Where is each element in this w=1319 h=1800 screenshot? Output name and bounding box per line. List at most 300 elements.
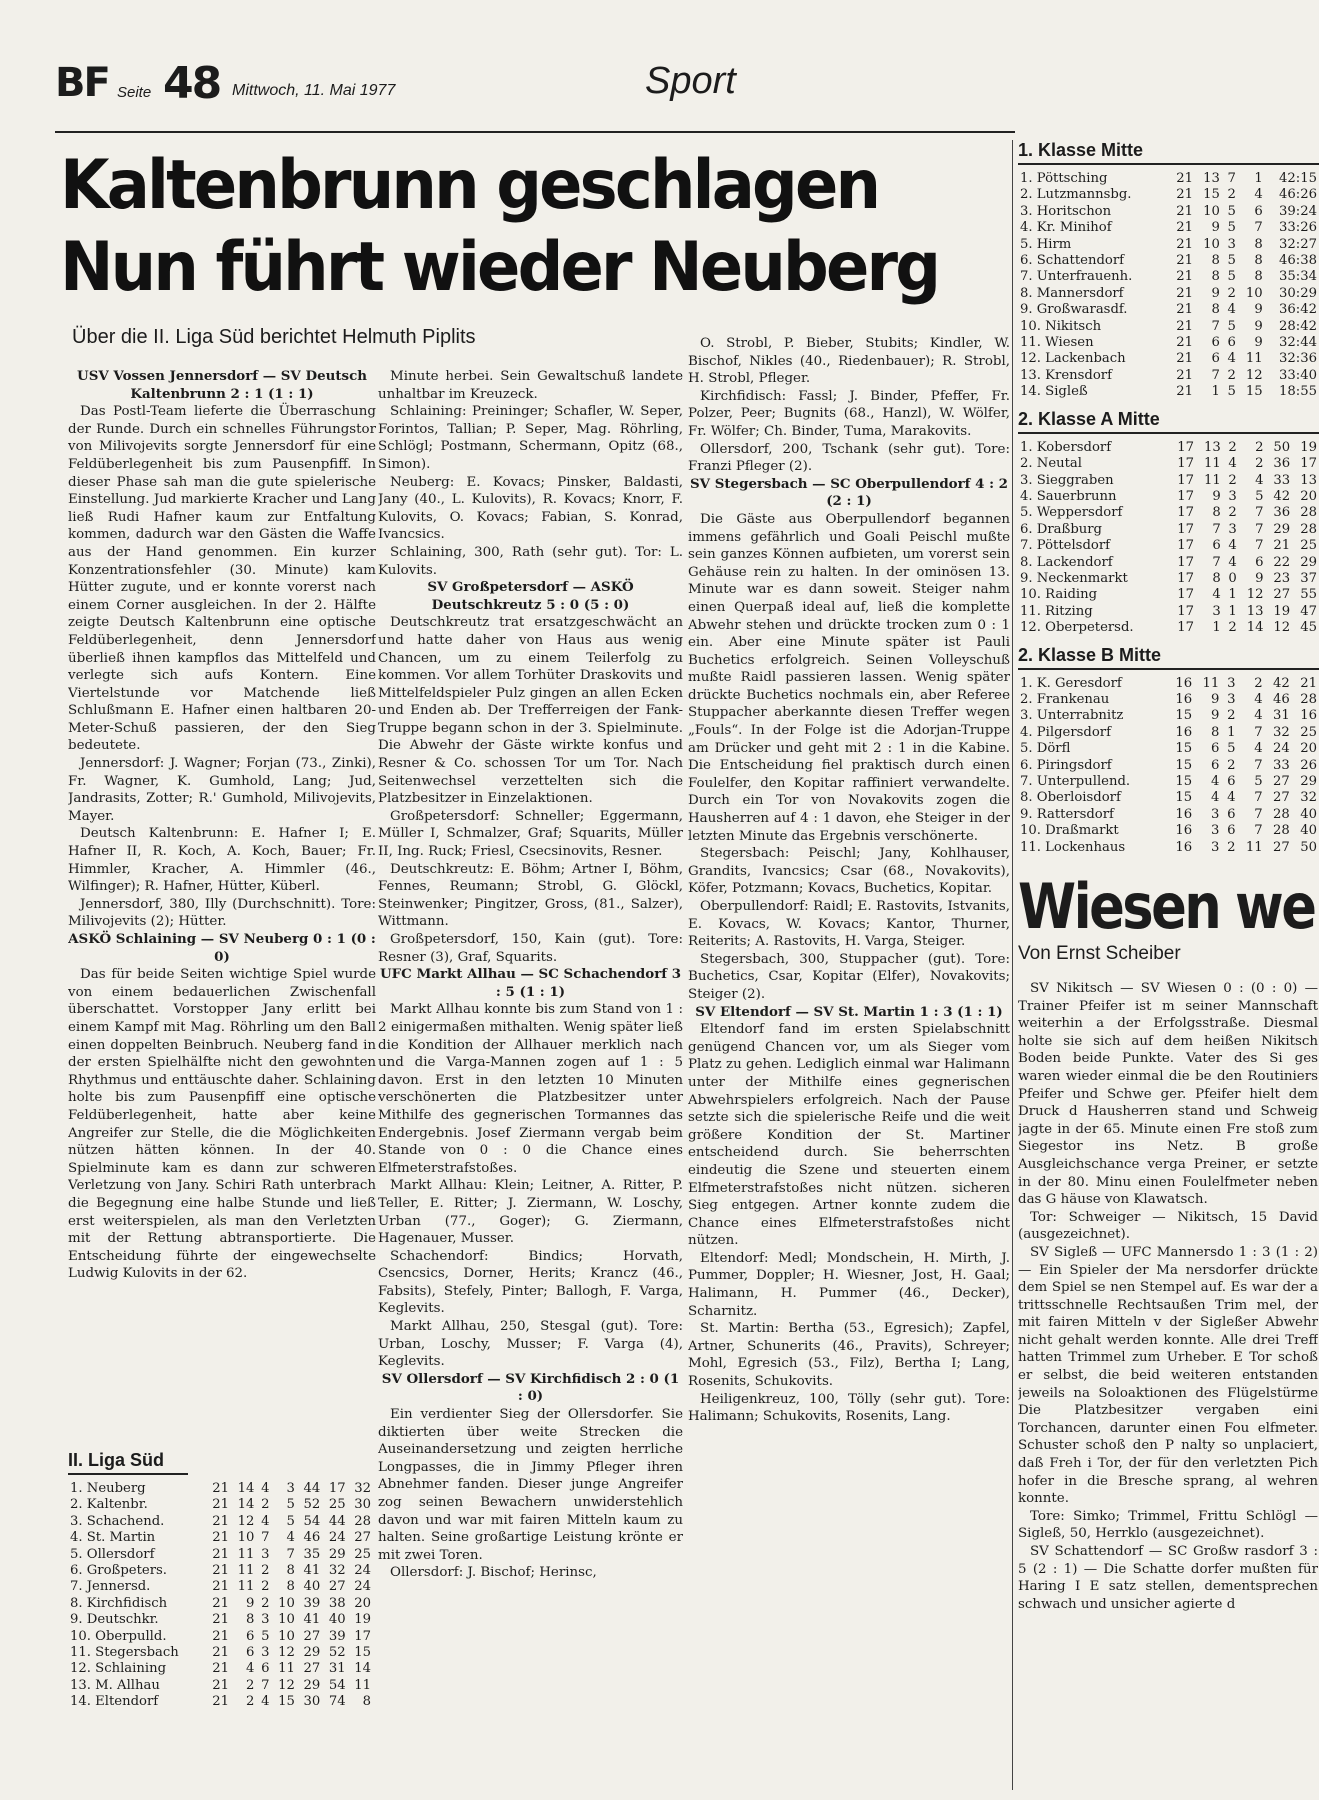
stat-cell: 21 xyxy=(1176,351,1194,367)
table-row xyxy=(1018,171,1319,187)
table-row xyxy=(68,1661,373,1677)
stat-cell: 11 xyxy=(1204,456,1221,472)
article-paragraph: Schlaining: Preininger; Schafler, W. Seper, Forintos, Tallian; P. Seper, Mag. Röhrling, Schlögl; Postmann, Schermann, Opitz (68., Simon). xyxy=(378,404,683,472)
stat-cell: 5 xyxy=(1255,488,1264,504)
headline-line-2: Nun führt wieder Neuberg xyxy=(60,228,939,307)
article-column-1 xyxy=(68,368,376,1443)
stat-cell: 1 xyxy=(1228,587,1237,603)
stat-cell: 21 xyxy=(1176,171,1194,186)
stat-cell: 28 xyxy=(354,1513,371,1529)
stat-cell: 24 xyxy=(354,1579,371,1595)
table-row xyxy=(1018,538,1319,554)
stat-cell: 3 xyxy=(1212,603,1221,619)
stat-cell: 24 xyxy=(328,1530,346,1546)
stat-cell: 21 xyxy=(212,1628,230,1644)
stat-cell: 33 xyxy=(1273,757,1290,773)
table-row xyxy=(1018,823,1319,839)
stat-cell: 7 xyxy=(1254,790,1263,806)
stat-cell: 6 xyxy=(1211,335,1220,351)
stat-cell: 15 xyxy=(1175,741,1193,757)
team-name: 12. Oberpetersd. xyxy=(1020,620,1134,636)
table-row xyxy=(1018,456,1319,472)
match-heading: SV Ollersdorf — SV Kirchfidisch 2 : 0 (1 : 0) xyxy=(381,1370,680,1405)
match-heading: UFC Markt Allhau — SC Schachendorf 3 : 5 (1 : 1) xyxy=(379,966,682,1000)
match-heading: SV Großpetersdorf — ASKÖ Deutschkreutz 5 : 0 (5 : 0) xyxy=(427,579,634,613)
stat-cell: 21 xyxy=(1176,187,1194,203)
stat-cell: 7 xyxy=(286,1546,295,1562)
table-row xyxy=(1018,473,1319,489)
stat-cell: 6 xyxy=(1210,741,1220,757)
stat-cell: 8 xyxy=(1254,253,1263,269)
stat-cell: 3 xyxy=(1227,236,1236,252)
stat-cell: 17 xyxy=(1177,620,1195,636)
article-paragraph: Kirchfidisch: Fassl; J. Binder, Pfeffer, Fr. Polzer, Peer; Bugnits (68., Hanzl), W. Wölfer, Fr. Wölfer; Ch. Binder, Tuma, Marakovits. xyxy=(688,388,1010,439)
stat-cell: 2 xyxy=(246,1694,255,1710)
standings-table xyxy=(1018,676,1319,856)
stat-cell: 21 xyxy=(212,1530,230,1546)
stat-cell: 3 xyxy=(1228,488,1237,504)
team-name: 6. Draßburg xyxy=(1020,521,1103,537)
stat-cell: 6 xyxy=(1227,823,1236,839)
table-row xyxy=(1018,237,1319,253)
stat-cell: 10 xyxy=(1245,285,1263,301)
table-row xyxy=(1018,269,1319,285)
stat-cell: 3 xyxy=(1227,691,1236,707)
team-name: 11. Wiesen xyxy=(1020,335,1094,351)
section-title: Sport xyxy=(645,60,736,102)
stat-cell: 21 xyxy=(212,1513,230,1529)
team-name: 9. Deutschkr. xyxy=(70,1612,159,1628)
stat-cell: 8 xyxy=(1212,570,1221,586)
page-number: 48 xyxy=(163,58,221,109)
table-row xyxy=(68,1694,373,1710)
table-row xyxy=(68,1547,373,1563)
stat-cell: 17 xyxy=(1177,603,1195,619)
stat-cell: 15 xyxy=(1175,774,1193,789)
match-heading: USV Vossen Jennersdorf — SV Deutsch Kaltenbrunn 2 : 1 (1 : 1) xyxy=(77,368,367,402)
stat-cell: 8 xyxy=(1210,724,1220,740)
stat-cell: 25 xyxy=(1300,538,1317,554)
stat-cell: 2 xyxy=(261,1579,270,1595)
stat-cell: 8 xyxy=(1212,505,1221,521)
stat-cell: 21 xyxy=(1176,269,1194,285)
team-name: 8. Lackendorf xyxy=(1020,554,1113,570)
stat-cell: 39 xyxy=(328,1628,346,1644)
stat-cell: 27 xyxy=(303,1661,321,1677)
stat-cell: 37 xyxy=(1300,570,1317,586)
team-name: 9. Rattersdorf xyxy=(1020,806,1114,822)
stat-cell: 5 xyxy=(286,1497,295,1513)
stat-cell: 4 xyxy=(261,1481,270,1496)
stat-cell: 44 xyxy=(303,1481,321,1496)
stat-cell: 28 xyxy=(1300,505,1317,521)
table-title: II. Liga Süd xyxy=(68,1450,188,1475)
article-paragraph: SV Sigleß — UFC Mannersdo 1 : 3 (1 : 2) — Ein Spieler der Ma nersdorfer drückte dem Spiel se nen Stempel auf. Es war der a trittsschnelle Rechtsaußen Trim mel, der mit fairen Mitteln v der Sigleßer Abwehr nicht gehalt werden konnte. Alle drei Treff hatten Trimmel zum Urheber. E Tor schoß er selbst, die beid weiteren entstanden jeweils na Soloaktionen des Flügelstürme Die Platzbesitzer vergaben eini Torchancen, darunter einen Fou elfmeter. Schuster schoß den P nalty so unplaciert, daß Freh i Tor, der für den verletzten Pich hofer in die Bresche sprang, al wehren konnte. xyxy=(1018,1244,1318,1507)
stat-cell: 21 xyxy=(212,1694,230,1710)
team-name: 7. Unterpullend. xyxy=(1020,774,1131,789)
stat-cell: 6 xyxy=(1227,806,1236,822)
team-name: 3. Schachend. xyxy=(70,1513,165,1529)
stat-cell: 4 xyxy=(1254,187,1263,203)
stat-cell: 7 xyxy=(1212,554,1221,570)
article-paragraph: Eltendorf: Medl; Mondschein, H. Mirth, J. Pummer, Doppler; H. Wiesner, Jost, H. Gaal; Halimann, H. Pummer (46., Decker), Scharnitz. xyxy=(688,1250,1010,1319)
table-row xyxy=(1018,440,1319,456)
stat-cell: 29 xyxy=(1300,554,1317,570)
stat-cell: 15 xyxy=(1175,708,1193,724)
stat-cell: 7 xyxy=(1254,220,1263,236)
team-name: 1. Neuberg xyxy=(70,1481,146,1496)
stat-cell: 5 xyxy=(1227,269,1236,285)
top-rule xyxy=(55,131,1015,133)
stat-cell: 30:29 xyxy=(1278,285,1317,301)
stat-cell: 27 xyxy=(1273,839,1290,855)
team-name: 10. Raiding xyxy=(1020,587,1098,603)
stat-cell: 21 xyxy=(1176,318,1194,334)
stat-cell: 6 xyxy=(1227,335,1236,351)
team-name: 2. Frankenau xyxy=(1020,691,1110,707)
stat-cell: 6 xyxy=(1255,554,1264,570)
stat-cell: 15 xyxy=(1175,790,1193,806)
stat-cell: 45 xyxy=(1300,620,1317,636)
team-name: 4. Pilgersdorf xyxy=(1020,724,1111,740)
article-byline: Über die II. Liga Süd berichtet Helmuth Piplits xyxy=(72,326,476,348)
table-title: 1. Klasse Mitte xyxy=(1018,140,1319,165)
stat-cell: 7 xyxy=(261,1530,270,1546)
stat-cell: 17 xyxy=(1177,456,1195,472)
stat-cell: 0 xyxy=(1228,570,1237,586)
stat-cell: 11 xyxy=(354,1677,371,1693)
team-name: 3. Unterrabnitz xyxy=(1020,708,1124,724)
team-name: 6. Piringsdorf xyxy=(1020,757,1112,773)
stat-cell: 33:40 xyxy=(1278,367,1317,383)
stat-cell: 3 xyxy=(286,1481,295,1496)
table-row xyxy=(68,1530,373,1546)
team-name: 5. Dörfl xyxy=(1020,741,1071,757)
stat-cell: 32:27 xyxy=(1278,236,1317,252)
stat-cell: 11 xyxy=(1245,839,1263,855)
stat-cell: 4 xyxy=(1210,790,1220,806)
stat-cell: 40 xyxy=(328,1612,346,1628)
team-name: 9. Großwarasdf. xyxy=(1020,302,1128,318)
stat-cell: 7 xyxy=(1254,823,1263,839)
stat-cell: 33:26 xyxy=(1278,220,1317,236)
standings-table xyxy=(1018,171,1319,401)
stat-cell: 11 xyxy=(237,1546,255,1562)
article-paragraph: Großpetersdorf, 150, Kain (gut). Tore: Resner (3), Graf, Squarits. xyxy=(378,932,683,965)
league-table-liga-sued xyxy=(68,1450,373,1711)
stat-cell: 36 xyxy=(1273,505,1291,521)
stat-cell: 7 xyxy=(261,1677,270,1693)
stat-cell: 11 xyxy=(237,1579,255,1595)
stat-cell: 16 xyxy=(1175,823,1193,839)
stat-cell: 20 xyxy=(354,1595,371,1611)
stat-cell: 5 xyxy=(261,1628,270,1644)
stat-cell: 10 xyxy=(278,1595,295,1611)
stat-cell: 50 xyxy=(1273,439,1291,455)
stat-cell: 2 xyxy=(1227,757,1236,773)
team-name: 1. Kobersdorf xyxy=(1020,439,1112,455)
article-column-2 xyxy=(378,368,683,1800)
table-row xyxy=(1018,187,1319,203)
stat-cell: 5 xyxy=(1227,741,1236,757)
stat-cell: 9 xyxy=(1211,285,1220,301)
stat-cell: 13 xyxy=(1300,472,1317,488)
stat-cell: 8 xyxy=(1211,269,1220,285)
table-row xyxy=(1018,220,1319,236)
stat-cell: 3 xyxy=(1210,823,1220,839)
team-name: 8. Oberloisdorf xyxy=(1020,790,1121,806)
stat-cell: 17 xyxy=(1177,538,1195,554)
stat-cell: 9 xyxy=(1254,318,1263,334)
table-row xyxy=(1018,708,1319,724)
stat-cell: 9 xyxy=(1211,220,1220,236)
article-paragraph: Schlaining, 300, Rath (sehr gut). Tor: L. Kulovits. xyxy=(378,544,683,578)
stat-cell: 21 xyxy=(212,1563,230,1579)
team-name: 11. Lockenhaus xyxy=(1020,839,1126,855)
stat-cell: 21 xyxy=(1176,285,1194,301)
stat-cell: 28 xyxy=(1300,691,1317,707)
stat-cell: 11 xyxy=(1245,351,1263,367)
stat-cell: 2 xyxy=(1254,675,1263,691)
table-row xyxy=(1018,302,1319,318)
stat-cell: 2 xyxy=(1228,439,1237,455)
stat-cell: 21 xyxy=(1176,253,1194,269)
stat-cell: 36:42 xyxy=(1278,302,1317,318)
table-row xyxy=(68,1629,373,1645)
stat-cell: 32 xyxy=(1300,790,1317,806)
stat-cell: 2 xyxy=(1227,285,1236,301)
stat-cell: 3 xyxy=(1210,839,1220,855)
stat-cell: 25 xyxy=(328,1497,346,1513)
stat-cell: 6 xyxy=(1210,757,1220,773)
page-label: Seite xyxy=(117,84,152,101)
table-row xyxy=(1018,676,1319,692)
stat-cell: 7 xyxy=(1255,521,1264,537)
side-headline: Wiesen we xyxy=(1018,870,1315,943)
stat-cell: 9 xyxy=(1212,488,1221,504)
table-row xyxy=(1018,571,1319,587)
stat-cell: 14 xyxy=(237,1481,255,1496)
stat-cell: 15 xyxy=(1245,384,1263,400)
stat-cell: 4 xyxy=(1254,741,1263,757)
stat-cell: 6 xyxy=(246,1628,255,1644)
team-name: 5. Hirm xyxy=(1020,236,1072,252)
table-row xyxy=(1018,840,1319,856)
article-paragraph: St. Martin: Bertha (53., Egresich); Zapfel, Artner, Schunerits (46., Pravits), Schreyer; Mohl, Egresich (53., Filz), Bertha I; Lang, Rosenits, Schukovits. xyxy=(688,1321,1010,1390)
stat-cell: 16 xyxy=(1175,839,1193,855)
stat-cell: 46:38 xyxy=(1278,253,1317,269)
stat-cell: 5 xyxy=(1227,253,1236,269)
stat-cell: 11 xyxy=(1204,472,1221,488)
team-name: 6. Schattendorf xyxy=(1020,253,1125,269)
stat-cell: 2 xyxy=(246,1677,255,1693)
stat-cell: 21 xyxy=(1176,302,1194,318)
stat-cell: 21 xyxy=(212,1481,230,1496)
table-row xyxy=(68,1481,373,1497)
table-row xyxy=(68,1645,373,1661)
stat-cell: 2 xyxy=(1228,472,1237,488)
article-paragraph: Deutsch Kaltenbrunn: E. Hafner I; E. Hafner II, R. Koch, A. Koch, Bauer; Fr. Himmler, Kracher, A. Himmler (46., Wilfinger); R. Hafner, Hütter, Küberl. xyxy=(68,826,376,895)
stat-cell: 7 xyxy=(1227,171,1236,186)
standings-table xyxy=(68,1481,373,1711)
stat-cell: 46 xyxy=(303,1530,321,1546)
stat-cell: 1 xyxy=(1254,171,1263,186)
stat-cell: 11 xyxy=(237,1563,255,1579)
stat-cell: 9 xyxy=(1210,708,1220,724)
stat-cell: 14 xyxy=(1246,620,1264,636)
team-name: 11. Stegersbach xyxy=(70,1645,179,1661)
match-heading: SV Eltendorf — SV St. Martin 1 : 3 (1 : 1) xyxy=(695,1003,1003,1020)
stat-cell: 11 xyxy=(278,1661,295,1677)
stat-cell: 21 xyxy=(212,1497,230,1513)
team-name: 7. Jennersd. xyxy=(70,1579,151,1595)
stat-cell: 50 xyxy=(1300,839,1317,855)
stat-cell: 31 xyxy=(1273,708,1290,724)
stat-cell: 54 xyxy=(303,1513,321,1529)
table-row xyxy=(1018,286,1319,302)
stat-cell: 18:55 xyxy=(1278,384,1317,400)
side-byline: Von Ernst Scheiber xyxy=(1018,943,1181,964)
stat-cell: 9 xyxy=(1255,570,1264,586)
stat-cell: 21 xyxy=(212,1677,230,1693)
stat-cell: 16 xyxy=(1175,675,1193,691)
table-row xyxy=(1018,774,1319,790)
table-row xyxy=(1018,587,1319,603)
article-paragraph: Oberpullendorf: Raidl; E. Rastovits, Istvanits, E. Kovacs, W. Kovacs; Kantor, Thurner, Reiterits; A. Rastovits, H. Varga, Steiger. xyxy=(688,899,1010,950)
team-name: 2. Kaltenbr. xyxy=(70,1497,148,1513)
stat-cell: 8 xyxy=(1211,302,1220,318)
table-row xyxy=(1018,555,1319,571)
stat-cell: 10 xyxy=(237,1530,255,1546)
stat-cell: 46:26 xyxy=(1278,187,1317,203)
article-paragraph: O. Strobl, P. Bieber, Stubits; Kindler, W. Bischof, Nikles (40., Riedenbauer); R. Strobl, H. Strobl, Pfleger. xyxy=(688,336,1010,387)
stat-cell: 9 xyxy=(1254,302,1263,318)
stat-cell: 8 xyxy=(286,1563,295,1579)
stat-cell: 2 xyxy=(1255,456,1264,472)
article-paragraph: Schachendorf: Bindics; Horvath, Csencsics, Dorner, Herits; Krancz (46., Fabsits), Stefely, Pinter; Ballogh, F. Varga, Keglevits. xyxy=(378,1248,683,1317)
stat-cell: 12 xyxy=(1246,587,1264,603)
stat-cell: 22 xyxy=(1273,554,1291,570)
article-paragraph: Das für beide Seiten wichtige Spiel wurde von einem bedauerlichen Zwischenfall überschattet. Vorstopper Jany erlitt bei einem Kampf mit Mag. Röhrling um den Ball einen doppelten Beinbruch. Neuberg fand in der ersten Spielhälfte nicht den gewohnten Rhythmus und enttäuschte daher. Schlaining holte bis zum Pausenpfiff eine optische Feldüberlegenheit, hatte aber keine Angreifer zur Stelle, die die Möglichkeiten nützen hätten können. In der 40. Spielminute kam es dann zur schweren Verletzung von Jany. Schiri Rath unterbrach die Begegnung eine halbe Stunde und ließ erst weiterspielen, als man den Verletzten mit der Rettung abtransportierte. Die Entscheidung führte der eingewechselte Ludwig Kulovits in der 62. xyxy=(68,967,376,1282)
stat-cell: 31 xyxy=(328,1661,346,1677)
stat-cell: 21 xyxy=(1176,236,1194,252)
stat-cell: 12 xyxy=(278,1677,295,1693)
stat-cell: 30 xyxy=(354,1497,371,1513)
stat-cell: 6 xyxy=(1227,774,1236,789)
stat-cell: 4 xyxy=(1227,790,1236,806)
stat-cell: 28:42 xyxy=(1278,318,1317,334)
stat-cell: 10 xyxy=(278,1628,295,1644)
team-name: 14. Eltendorf xyxy=(70,1694,159,1710)
stat-cell: 23 xyxy=(1273,570,1291,586)
stat-cell: 36 xyxy=(1273,456,1291,472)
stat-cell: 2 xyxy=(1227,708,1236,724)
table-row xyxy=(1018,384,1319,400)
stat-cell: 29 xyxy=(328,1546,346,1562)
article-paragraph: Heiligenkreuz, 100, Tölly (sehr gut). Tore: Halimann; Schukovits, Rosenits, Lang. xyxy=(688,1391,1010,1425)
table-row xyxy=(1018,725,1319,741)
stat-cell: 32:36 xyxy=(1278,351,1317,367)
stat-cell: 41 xyxy=(303,1612,321,1628)
stat-cell: 3 xyxy=(261,1645,270,1661)
article-paragraph: Das Postl-Team lieferte die Überraschung der Runde. Durch ein schnelles Führungstor von Milivojevits sorgte Jennersdorf für eine Feldüberlegenheit bis zum Pausenpfiff. In dieser Phase sah man die gute spielerische Einstellung. Jud markierte Kracher und Lang ließ Rudi Hafner kaum zur Entfaltung kommen, dadurch war den Gästen die Waffe aus der Hand genommen. Ein kurzer Konzentrationsfehler (30. Minute) kam Hütter zugute, und er konnte vorerst nach einem Corner ausgleichen. In der 2. Hälfte zeigte Deutsch Kaltenbrunn eine optische Feldüberlegenheit, denn Jennersdorf überließ ihnen kampflos das Mittelfeld und verlegte sich aufs Kontern. Eine Viertelstunde vor Matchende ließ Schlußmann E. Hafner einen haltbaren 20-Meter-Schuß passieren, der den Sieg bedeutete. xyxy=(68,404,376,754)
stat-cell: 2 xyxy=(1227,839,1236,855)
stat-cell: 54 xyxy=(328,1677,346,1693)
stat-cell: 17 xyxy=(1177,554,1195,570)
stat-cell: 42 xyxy=(1273,675,1290,691)
stat-cell: 20 xyxy=(1300,741,1317,757)
team-name: 10. Oberpulld. xyxy=(70,1628,167,1644)
stat-cell: 10 xyxy=(1203,203,1220,219)
stat-cell: 2 xyxy=(261,1563,270,1579)
article-column-3 xyxy=(688,335,1010,1800)
stat-cell: 44 xyxy=(328,1513,346,1529)
team-name: 5. Weppersdorf xyxy=(1020,505,1123,521)
stat-cell: 19 xyxy=(354,1612,371,1628)
stat-cell: 33 xyxy=(1273,472,1291,488)
team-name: 9. Neckenmarkt xyxy=(1020,570,1128,586)
table-row xyxy=(1018,758,1319,774)
stat-cell: 40 xyxy=(1300,823,1317,839)
stat-cell: 21 xyxy=(1176,384,1194,400)
stat-cell: 16 xyxy=(1175,691,1193,707)
stat-cell: 12 xyxy=(1245,367,1263,383)
team-name: 12. Schlaining xyxy=(70,1661,167,1677)
article-paragraph: Jennersdorf, 380, Illy (Durchschnitt). Tore: Milivojevits (2); Hütter. xyxy=(68,896,376,930)
stat-cell: 17 xyxy=(1177,439,1195,455)
stat-cell: 20 xyxy=(1300,488,1317,504)
stat-cell: 21 xyxy=(212,1661,230,1677)
stat-cell: 6 xyxy=(1212,538,1221,554)
table-title: 2. Klasse B Mitte xyxy=(1018,645,1319,670)
stat-cell: 27 xyxy=(1273,790,1290,806)
stat-cell: 32 xyxy=(354,1481,371,1496)
stat-cell: 7 xyxy=(1255,505,1264,521)
stat-cell: 7 xyxy=(1254,724,1263,740)
table-row xyxy=(68,1596,373,1612)
stat-cell: 2 xyxy=(261,1595,270,1611)
stat-cell: 52 xyxy=(303,1497,321,1513)
stat-cell: 9 xyxy=(1254,335,1263,351)
table-row xyxy=(68,1612,373,1628)
team-name: 4. St. Martin xyxy=(70,1530,156,1546)
stat-cell: 2 xyxy=(1228,620,1237,636)
stat-cell: 3 xyxy=(261,1612,270,1628)
stat-cell: 7 xyxy=(1211,318,1220,334)
article-paragraph: Ollersdorf, 200, Tschank (sehr gut). Tore: Franzi Pfleger (2). xyxy=(688,441,1010,475)
stat-cell: 10 xyxy=(278,1612,295,1628)
stat-cell: 21 xyxy=(212,1595,230,1611)
stat-cell: 5 xyxy=(1227,384,1236,400)
article-paragraph: Deutschkreutz: E. Böhm; Artner I, Böhm, Fennes, Reumann; Strobl, G. Glöckl, Steinwenker; Pingitzer, Gross, (81., Salzer), Wittmann. xyxy=(378,861,683,930)
stat-cell: 40 xyxy=(1300,806,1317,822)
table-row xyxy=(1018,741,1319,757)
stat-cell: 26 xyxy=(1300,757,1317,773)
team-name: 12. Lackenbach xyxy=(1020,351,1126,367)
stat-cell: 19 xyxy=(1273,603,1291,619)
stat-cell: 27 xyxy=(303,1628,321,1644)
stat-cell: 32 xyxy=(1273,724,1290,740)
team-name: 3. Sieggraben xyxy=(1020,472,1114,488)
stat-cell: 25 xyxy=(354,1546,371,1562)
stat-cell: 2 xyxy=(261,1497,270,1513)
stat-cell: 8 xyxy=(1211,253,1220,269)
side-story-column xyxy=(1018,980,1318,1800)
article-paragraph: SV Nikitsch — SV Wiesen 0 : (0 : 0) — Trainer Pfeifer ist m seiner Mannschaft weiterhin a der Erfolgsstraße. Diesmal holte sie sich auf dem heißen Nikitsch Boden beide Punkte. Vater des Si ges waren wieder einmal die be den Routiniers Pfeifer und Schwe ger. Pfeifer hielt dem Druck d Hausherren stand und Schweig jagte in der 65. Minute einen Fre stoß zum Siegestor ins Netz. B große Ausgleichschance verga Preiner, er setzte in der 80. Minu einen Foulelfmeter neben das G häuse von Klawatsch. xyxy=(1018,981,1318,1208)
article-paragraph: Eltendorf fand im ersten Spielabschnitt genügend Chancen vor, um als Sieger vom Platz zu gehen. Lediglich einmal war Halimann unter der Mithilfe eines gegnerischen Abwehrspielers erfolgreich. Nach der Pause setzte sich die spielerische Reife und die weit größere Kondition der St. Martiner entscheidend durch. Sie beherrschten eindeutig die Szene und steuerten einem Elfmeterstrafstoßes nicht nützen. sicheren Sieg entgegen. Artner konnte zudem die Chance eines Elfmeterstrafstoßes nicht nützen. xyxy=(688,1022,1010,1249)
stat-cell: 29 xyxy=(303,1645,321,1661)
stat-cell: 8 xyxy=(286,1579,295,1595)
